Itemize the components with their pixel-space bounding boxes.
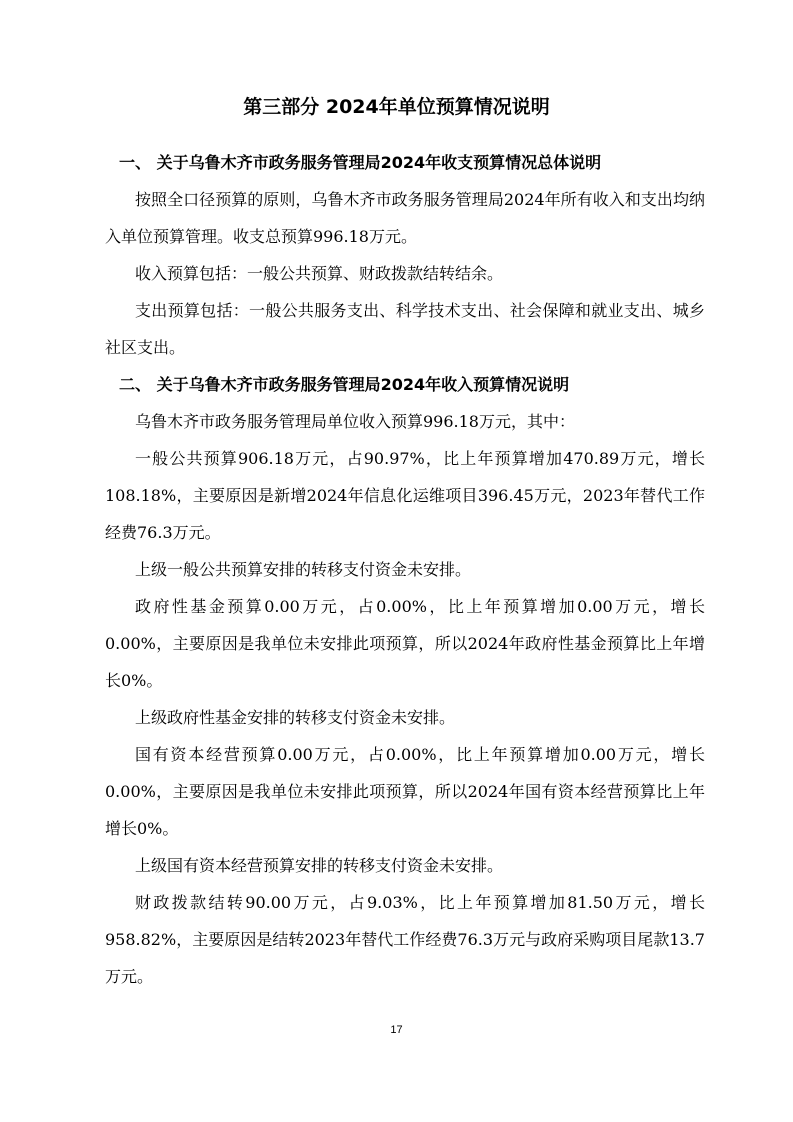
paragraph: 财政拨款结转90.00万元，占9.03%，比上年预算增加81.50万元，增长958.82%，主要原因是结转2023年替代工作经费76.3万元与政府采购项目尾款13.7万元。 (105, 893, 705, 986)
section-heading-1: 一、 关于乌鲁木齐市政务服务管理局2024年收支预算情况总体说明 (119, 153, 602, 172)
page-title: 第三部分 2024年单位预算情况说明 (243, 96, 550, 118)
paragraph: 一般公共预算906.18万元，占90.97%，比上年预算增加470.89万元，增长108.18%，主要原因是新增2024年信息化运维项目396.45万元，2023年替代工作经费76.3万元。 (105, 449, 705, 542)
paragraph: 按照全口径预算的原则，乌鲁木齐市政务服务管理局2024年所有收入和支出均纳入单位预算管理。收支总预算996.18万元。 (105, 190, 705, 246)
page-number: 17 (390, 1024, 403, 1036)
paragraph: 上级一般公共预算安排的转移支付资金未安排。 (135, 560, 472, 579)
paragraph: 支出预算包括：一般公共服务支出、科学技术支出、社会保障和就业支出、城乡社区支出。 (105, 301, 705, 357)
paragraph: 乌鲁木齐市政务服务管理局单位收入预算996.18万元，其中： (135, 412, 575, 431)
document-body (105, 144, 705, 995)
paragraph: 收入预算包括：一般公共预算、财政拨款结转结余。 (135, 264, 504, 283)
section-heading-2: 二、 关于乌鲁木齐市政务服务管理局2024年收入预算情况说明 (119, 375, 570, 394)
paragraph: 上级国有资本经营预算安排的转移支付资金未安排。 (135, 856, 504, 875)
paragraph: 政府性基金预算0.00万元，占0.00%，比上年预算增加0.00万元，增长0.00%，主要原因是我单位未安排此项预算，所以2024年政府性基金预算比上年增长0%。 (105, 597, 705, 690)
paragraph: 上级政府性基金安排的转移支付资金未安排。 (135, 708, 456, 727)
paragraph: 国有资本经营预算0.00万元，占0.00%，比上年预算增加0.00万元，增长0.00%，主要原因是我单位未安排此项预算，所以2024年国有资本经营预算比上年增长0%。 (105, 745, 705, 838)
